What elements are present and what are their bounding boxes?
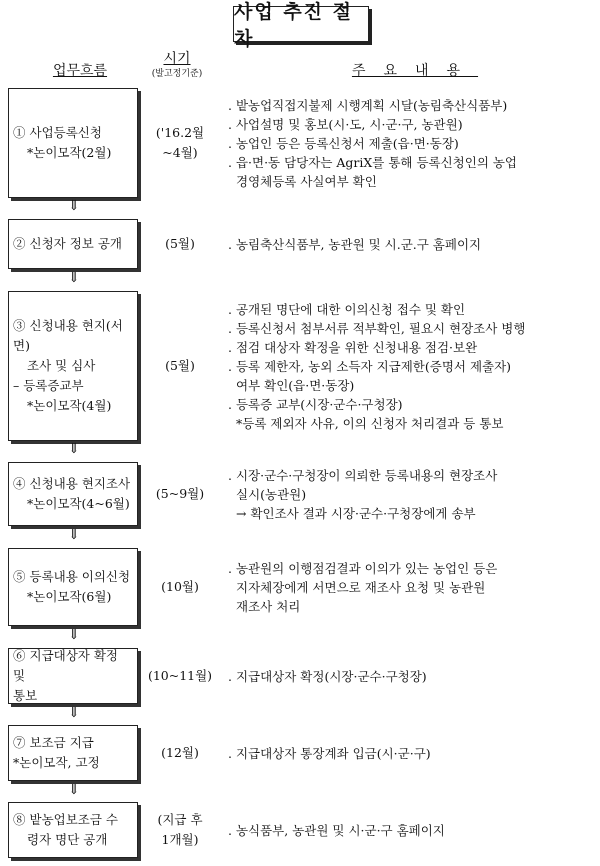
stage-3-box — [8, 291, 138, 441]
stage-3-line-3: – 등록증교부 — [13, 378, 84, 393]
stage-5-content: . 농관원의 이행점검결과 이의가 있는 농업인 등은 지자체장에게 서면으로 재조사 요청 및 농관원 재조사 처리 — [228, 560, 498, 614]
stage-8-box — [8, 802, 138, 858]
flow-arrow-2: ⇓ — [68, 270, 80, 286]
stage-3-line-4: *논이모작(4월) — [27, 398, 112, 413]
stage-5-box — [8, 548, 138, 626]
stage-1-box — [8, 88, 138, 198]
stage-4-line-2: *논이모작(4~6월) — [27, 496, 130, 511]
stage-8-timing: (지급 후 1개월) — [157, 812, 203, 847]
stage-2-box — [8, 219, 138, 269]
page-title: 사업 추진 절차 — [233, 6, 369, 42]
stage-6-content: . 지급대상자 확정(시장·군수·구청장) — [228, 668, 427, 684]
header-timing: 시기 — [163, 51, 191, 67]
stage-1-content: . 밭농업직접지불제 시행계획 시달(농림축산식품부) . 사업설명 및 홍보(시·도, 시·군·구, 농관원) . 농업인 등은 등록신청서 제출(읍·면·동장) . 읍·면·동 담당자는 AgriX를 통해 등록신청인의 농업 경영체등록 사실여부 확인 — [228, 97, 518, 189]
stage-4-line-1: ④ 신청내용 현지조사 — [13, 476, 131, 491]
flow-arrow-7: ⇓ — [68, 782, 80, 798]
stage-6-line-2: 통보 — [13, 688, 38, 703]
flow-arrow-1: ⇓ — [68, 198, 80, 214]
header-flow: 업무흐름 — [52, 63, 108, 79]
flow-arrow-3: ⇓ — [68, 441, 80, 457]
stage-1-line-1: ① 사업등록신청 — [13, 125, 102, 140]
stage-6-box — [8, 648, 138, 704]
stage-4-content: . 시장·군수·구청장이 의뢰한 등록내용의 현장조사 실시(농관원) → 확인조사 결과 시장·군수·구청장에게 송부 — [228, 467, 498, 521]
stage-5-timing: (10월) — [161, 579, 199, 594]
stage-7-line-1: ⑦ 보조금 지급 — [13, 735, 94, 750]
stage-3-line-2: 조사 및 심사 — [27, 358, 96, 373]
stage-5-line-2: *논이모작(6월) — [27, 589, 112, 604]
header-timing-sub: (발고정기준) — [151, 69, 203, 79]
stage-8-line-2: 령자 명단 공개 — [27, 832, 108, 847]
stage-3-line-1: ③ 신청내용 현지(서면) — [13, 318, 123, 353]
stage-7-content: . 지급대상자 통장계좌 입금(시·군·구) — [228, 745, 431, 761]
stage-1-line-2: *논이모작(2월) — [27, 145, 112, 160]
stage-3-content: . 공개된 명단에 대한 이의신청 접수 및 확인 . 등록신청서 첨부서류 적부확인, 필요시 현장조사 병행 . 점검 대상자 확정을 위한 신청내용 점검·보완 . 등록 제한자, 농외 소득자 지급제한(증명서 제출자) 여부 확인(읍·면·동장) . 등록증 교부(시장·군수·구청장) *등록 제외자 사유, 이의 신청자 처리결과 등 통보 — [228, 301, 526, 431]
stage-8-content: . 농식품부, 농관원 및 시·군·구 홈페이지 — [228, 822, 445, 838]
stage-4-timing: (5~9월) — [155, 486, 205, 501]
stage-5-line-1: ⑤ 등록내용 이의신청 — [13, 569, 131, 584]
flow-arrow-5: ⇓ — [68, 627, 80, 643]
stage-2-timing: (5월) — [165, 236, 195, 251]
stage-6-line-1: ⑥ 지급대상자 확정 및 — [13, 648, 118, 683]
stage-7-line-2: *논이모작, 고정 — [13, 755, 100, 770]
header-content: 주요내용 — [351, 63, 479, 79]
flow-arrow-6: ⇓ — [68, 705, 80, 721]
stage-6-timing: (10~11월) — [147, 668, 213, 683]
stage-2-content: . 농림축산식품부, 농관원 및 시.군.구 홈페이지 — [228, 236, 482, 252]
stage-4-box — [8, 462, 138, 526]
stage-2-line-1: ② 신청자 정보 공개 — [13, 236, 122, 251]
stage-3-timing: (5월) — [165, 358, 195, 373]
stage-7-box — [8, 725, 138, 781]
stage-1-timing: ('16.2월 ~4월) — [155, 125, 205, 160]
stage-7-timing: (12월) — [161, 745, 199, 760]
flow-arrow-4: ⇓ — [68, 527, 80, 543]
stage-8-line-1: ⑧ 밭농업보조금 수 — [13, 812, 118, 827]
